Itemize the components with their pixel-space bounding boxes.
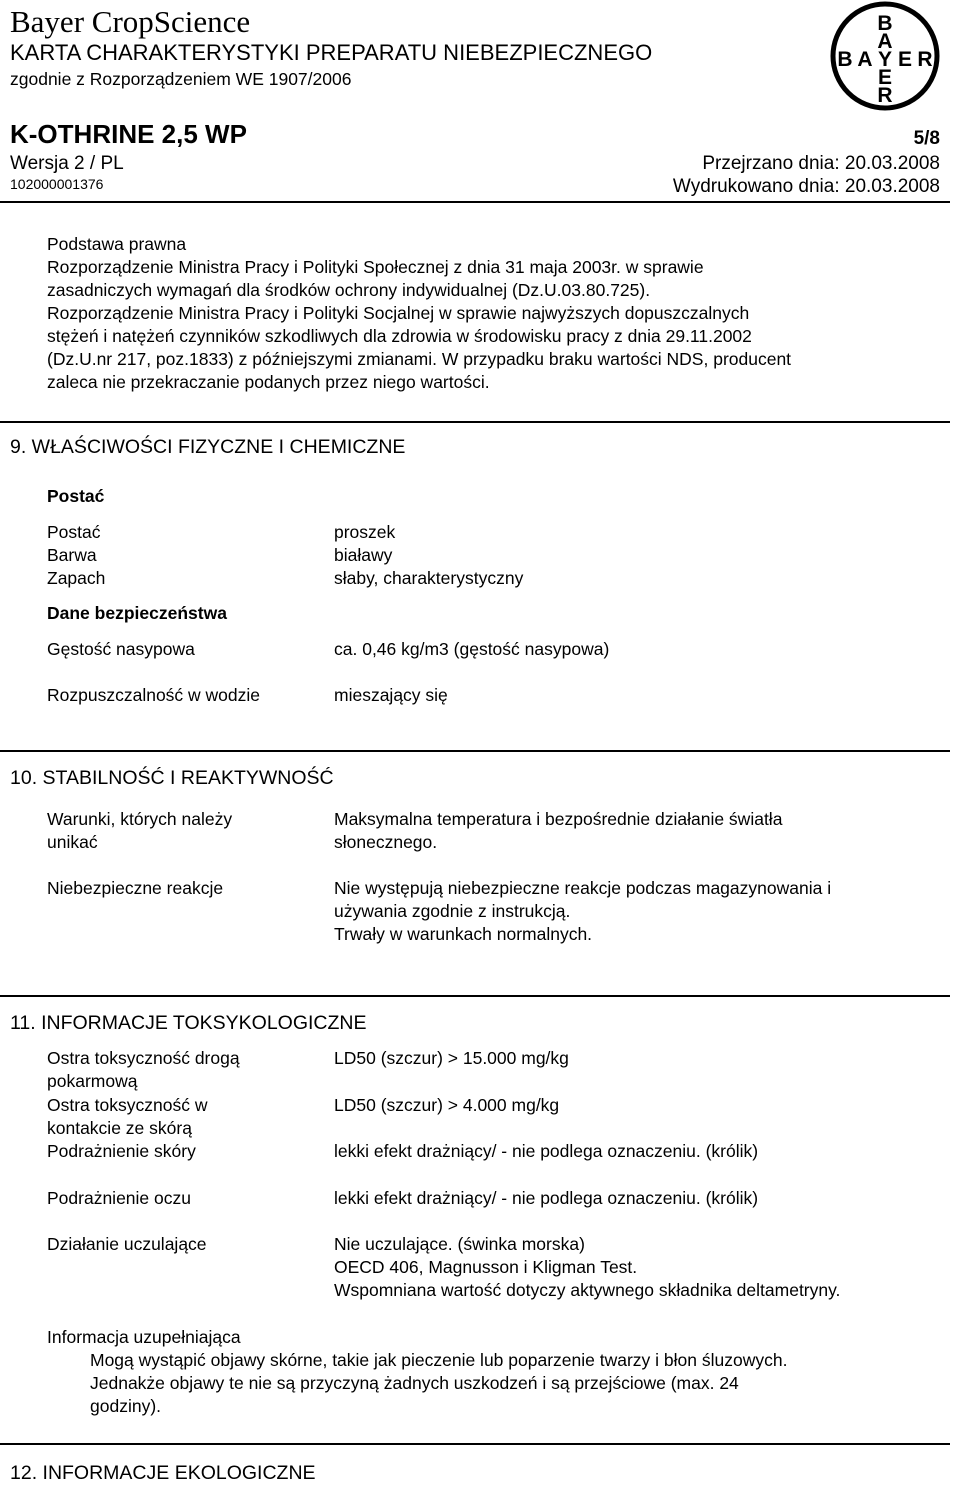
product-name: K-OTHRINE 2,5 WP: [10, 119, 247, 149]
color-value: białawy: [334, 545, 393, 565]
value-line: słonecznego.: [334, 832, 438, 852]
logo-letter-b2: B: [837, 48, 853, 71]
section-11-title: 11. INFORMACJE TOKSYKOLOGICZNE: [10, 1012, 367, 1034]
label-line: Warunki, których należy: [47, 809, 233, 829]
logo-letter-b: B: [877, 12, 893, 35]
revised-date: Przejrzano dnia: 20.03.2008: [702, 153, 940, 174]
form-label: Postać: [47, 522, 101, 542]
skin-irritation-value: lekki efekt drażniący/ - nie podlega oznaczeniu. (królik): [334, 1141, 759, 1161]
legal-basis-line: zaleca nie przekraczanie podanych przez niego wartości.: [47, 372, 490, 392]
hazardous-reactions-label: Niebezpieczne reakcje: [47, 878, 224, 898]
bayer-cross-logo: [829, 0, 941, 112]
hazardous-reactions-value: [334, 877, 831, 946]
logo-letter-e: E: [897, 48, 913, 71]
sensitization-label: Działanie uczulające: [47, 1234, 207, 1254]
section-divider: [0, 1443, 950, 1445]
conditions-to-avoid-label: [47, 808, 232, 854]
logo-letter-r: R: [917, 48, 933, 71]
value-line: używania zgodnie z instrukcją.: [334, 901, 571, 921]
page-number: 5/8: [913, 128, 940, 149]
company-name: Bayer CropScience: [10, 4, 251, 39]
label-line: kontakcie ze skórą: [47, 1118, 192, 1138]
logo-letter-e2: E: [877, 66, 893, 89]
form-value: proszek: [334, 522, 396, 542]
subtitle-safety-data: Dane bezpieczeństwa: [47, 603, 227, 623]
info-line: Mogą wystąpić objawy skórne, takie jak pieczenie lub poparzenie twarzy i błon śluzowych.: [90, 1350, 788, 1370]
label-line: Ostra toksyczność drogą: [47, 1048, 240, 1068]
label-line: Ostra toksyczność w: [47, 1095, 208, 1115]
solubility-label: Rozpuszczalność w wodzie: [47, 685, 261, 705]
additional-info-text: [90, 1349, 930, 1418]
skin-irritation-label: Podrażnienie skóry: [47, 1141, 196, 1161]
label-line: unikać: [47, 832, 98, 852]
dermal-toxicity-value: LD50 (szczur) > 4.000 mg/kg: [334, 1095, 560, 1115]
value-line: OECD 406, Magnusson i Kligman Test.: [334, 1257, 638, 1277]
section-9-title: 9. WŁAŚCIWOŚCI FIZYCZNE I CHEMICZNE: [10, 436, 406, 458]
version-info: Wersja 2 / PL: [10, 153, 124, 174]
oral-toxicity-label: [47, 1047, 240, 1093]
dermal-toxicity-label: [47, 1094, 207, 1140]
odor-label: Zapach: [47, 568, 106, 588]
logo-letter-y: Y: [877, 48, 893, 71]
regulation-reference: zgodnie z Rozporządzeniem WE 1907/2006: [10, 69, 352, 89]
value-line: Nie uczulające. (świnka morska): [334, 1234, 585, 1254]
info-line: godziny).: [90, 1396, 162, 1416]
info-line: Jednakże objawy te nie są przyczyną żadnych uszkodzeń i są przejściowe (max. 24: [90, 1373, 739, 1393]
legal-basis-line: stężeń i natężeń czynników szkodliwych dla zdrowia w środowisku pracy z dnia 29.11.2002: [47, 326, 752, 346]
section-12-title: 12. INFORMACJE EKOLOGICZNE: [10, 1462, 316, 1484]
header-divider: [0, 201, 950, 203]
printed-date: Wydrukowano dnia: 20.03.2008: [672, 176, 940, 197]
logo-letter-r2: R: [877, 84, 893, 107]
legal-basis-line: Rozporządzenie Ministra Pracy i Polityki Socjalnej w sprawie najwyższych dopuszczalnych: [47, 303, 750, 323]
section-divider: [0, 995, 950, 997]
legal-basis-line: zasadniczych wymagań dla środków ochrony indywidualnej (Dz.U.03.80.725).: [47, 280, 651, 300]
legal-basis-line: (Dz.U.nr 217, poz.1833) z późniejszymi zmianami. W przypadku braku wartości NDS, producent: [47, 349, 792, 369]
value-line: Maksymalna temperatura i bezpośrednie działanie światła: [334, 809, 783, 829]
section-10-title: 10. STABILNOŚĆ I REAKTYWNOŚĆ: [10, 767, 334, 789]
section-divider: [0, 421, 950, 423]
value-line: Wspomniana wartość dotyczy aktywnego składnika deltametryny.: [334, 1280, 841, 1300]
document-title: KARTA CHARAKTERYSTYKI PREPARATU NIEBEZPIECZNEGO: [10, 40, 653, 65]
density-value: ca. 0,46 kg/m3 (gęstość nasypowa): [334, 639, 610, 659]
logo-letter-a: A: [877, 30, 893, 53]
conditions-to-avoid-value: [334, 808, 782, 854]
solubility-value: mieszający się: [334, 685, 448, 705]
additional-info-title: Informacja uzupełniająca: [47, 1327, 241, 1347]
label-line: pokarmową: [47, 1071, 138, 1091]
legal-basis-title: Podstawa prawna: [47, 234, 187, 254]
value-line: Trwały w warunkach normalnych.: [334, 924, 593, 944]
value-line: Nie występują niebezpieczne reakcje podczas magazynowania i: [334, 878, 832, 898]
sensitization-value: [334, 1233, 840, 1302]
section-divider: [0, 750, 950, 752]
document-number: 102000001376: [10, 176, 104, 192]
color-label: Barwa: [47, 545, 97, 565]
density-label: Gęstość nasypowa: [47, 639, 195, 659]
legal-basis-line: Rozporządzenie Ministra Pracy i Polityki Społecznej z dnia 31 maja 2003r. w sprawie: [47, 257, 704, 277]
eye-irritation-value: lekki efekt drażniący/ - nie podlega oznaczeniu. (królik): [334, 1188, 759, 1208]
odor-value: słaby, charakterystyczny: [334, 568, 524, 588]
legal-basis: [47, 233, 927, 394]
eye-irritation-label: Podrażnienie oczu: [47, 1188, 191, 1208]
oral-toxicity-value: LD50 (szczur) > 15.000 mg/kg: [334, 1048, 569, 1068]
logo-letter-a2: A: [857, 48, 873, 71]
subtitle-form: Postać: [47, 486, 105, 506]
